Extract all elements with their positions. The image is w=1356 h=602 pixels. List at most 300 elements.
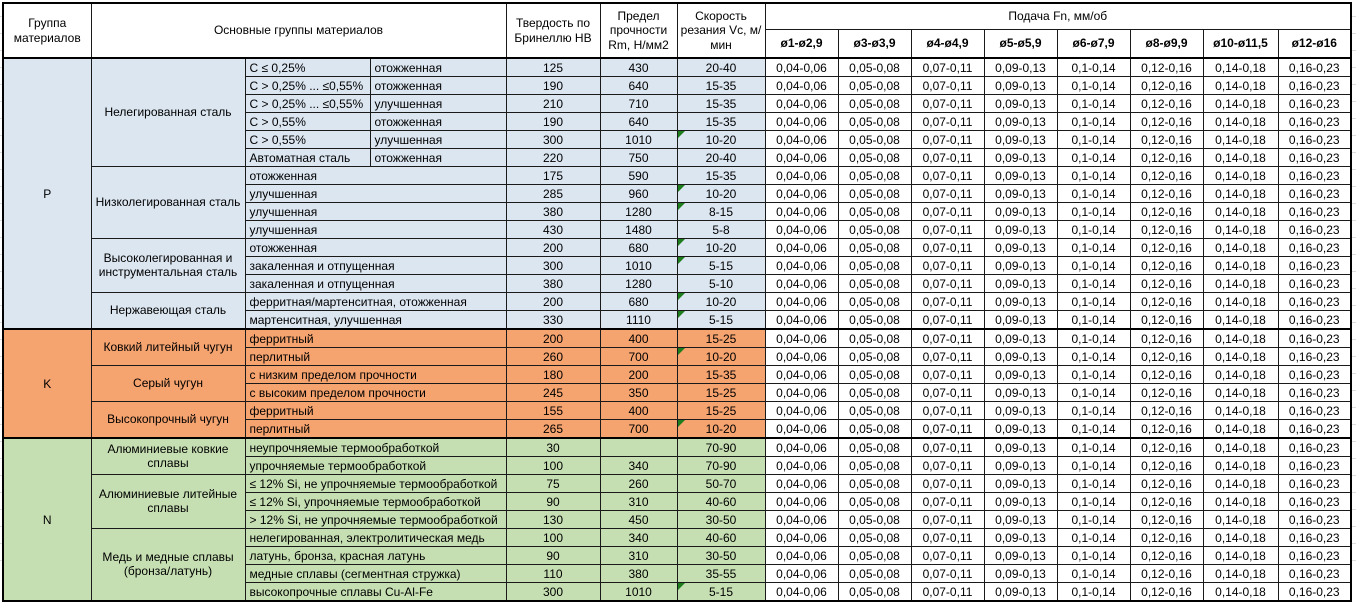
material-state[interactable] — [370, 58, 506, 77]
feed-cell[interactable] — [838, 131, 911, 149]
feed-cell[interactable] — [1278, 583, 1351, 602]
feed-cell[interactable] — [838, 475, 911, 493]
strength-cell[interactable] — [600, 185, 677, 203]
material-subgroup[interactable] — [245, 221, 506, 239]
hardness-cell[interactable] — [506, 348, 600, 366]
material-subgroup[interactable] — [245, 475, 506, 493]
feed-cell[interactable] — [1057, 131, 1130, 149]
feed-cell[interactable] — [1130, 402, 1203, 420]
feed-cell[interactable] — [1057, 275, 1130, 293]
material-subgroup[interactable] — [245, 529, 506, 547]
feed-cell[interactable] — [911, 457, 984, 475]
feed-cell[interactable] — [1203, 493, 1278, 511]
feed-cell[interactable] — [1278, 384, 1351, 402]
material-subgroup[interactable] — [245, 311, 506, 330]
hardness-cell[interactable] — [506, 529, 600, 547]
feed-cell[interactable] — [1057, 475, 1130, 493]
feed-cell[interactable] — [1130, 547, 1203, 565]
feed-cell[interactable] — [1203, 420, 1278, 439]
strength-cell[interactable] — [600, 511, 677, 529]
feed-cell[interactable] — [911, 239, 984, 257]
material-subgroup[interactable] — [245, 402, 506, 420]
material-subgroup[interactable] — [245, 167, 506, 185]
hardness-cell[interactable] — [506, 438, 600, 457]
feed-cell[interactable] — [984, 475, 1057, 493]
feed-cell[interactable] — [1203, 293, 1278, 311]
feed-cell[interactable] — [1278, 113, 1351, 131]
feed-cell[interactable] — [765, 185, 838, 203]
cutting-speed-cell[interactable] — [677, 275, 765, 293]
hardness-cell[interactable] — [506, 511, 600, 529]
feed-cell[interactable] — [1203, 95, 1278, 113]
feed-cell[interactable] — [1203, 58, 1278, 77]
feed-cell[interactable] — [1278, 257, 1351, 275]
hardness-cell[interactable] — [506, 257, 600, 275]
feed-cell[interactable] — [838, 113, 911, 131]
feed-cell[interactable] — [1203, 529, 1278, 547]
feed-cell[interactable] — [911, 221, 984, 239]
feed-cell[interactable] — [838, 583, 911, 602]
hardness-cell[interactable] — [506, 420, 600, 439]
feed-cell[interactable] — [1130, 149, 1203, 167]
feed-cell[interactable] — [765, 493, 838, 511]
feed-cell[interactable] — [1130, 185, 1203, 203]
cutting-speed-cell[interactable] — [677, 565, 765, 583]
hardness-cell[interactable] — [506, 167, 600, 185]
feed-cell[interactable] — [765, 583, 838, 602]
feed-cell[interactable] — [1130, 275, 1203, 293]
cutting-speed-cell[interactable] — [677, 493, 765, 511]
feed-cell[interactable] — [984, 113, 1057, 131]
feed-cell[interactable] — [984, 275, 1057, 293]
cutting-speed-cell[interactable] — [677, 547, 765, 565]
hardness-cell[interactable] — [506, 95, 600, 113]
material-group-name[interactable]: Алюминиевые литейные сплавы — [91, 475, 245, 529]
material-subgroup[interactable] — [245, 565, 506, 583]
feed-cell[interactable] — [911, 185, 984, 203]
feed-cell[interactable] — [765, 293, 838, 311]
feed-cell[interactable] — [1203, 77, 1278, 95]
material-subgroup[interactable] — [245, 329, 506, 348]
feed-cell[interactable] — [911, 438, 984, 457]
feed-cell[interactable] — [911, 547, 984, 565]
strength-cell[interactable] — [600, 239, 677, 257]
feed-cell[interactable] — [1278, 58, 1351, 77]
feed-cell[interactable] — [765, 95, 838, 113]
feed-cell[interactable] — [1203, 511, 1278, 529]
feed-cell[interactable] — [911, 275, 984, 293]
material-state[interactable] — [370, 131, 506, 149]
feed-cell[interactable] — [984, 167, 1057, 185]
cutting-speed-cell[interactable] — [677, 529, 765, 547]
feed-cell[interactable] — [911, 583, 984, 602]
feed-cell[interactable] — [1130, 113, 1203, 131]
feed-cell[interactable] — [1278, 131, 1351, 149]
feed-cell[interactable] — [1057, 529, 1130, 547]
material-subgroup[interactable] — [245, 239, 506, 257]
feed-cell[interactable] — [911, 366, 984, 384]
feed-cell[interactable] — [765, 257, 838, 275]
strength-cell[interactable] — [600, 257, 677, 275]
material-subgroup[interactable] — [245, 149, 370, 167]
feed-cell[interactable] — [1057, 293, 1130, 311]
cutting-speed-cell[interactable] — [677, 239, 765, 257]
feed-cell[interactable] — [1203, 475, 1278, 493]
feed-cell[interactable] — [984, 311, 1057, 330]
feed-cell[interactable] — [911, 203, 984, 221]
material-subgroup[interactable] — [245, 493, 506, 511]
feed-cell[interactable] — [1278, 366, 1351, 384]
material-group-name[interactable]: Высоколегированная и инструментальная сталь — [91, 239, 245, 293]
feed-cell[interactable] — [1130, 493, 1203, 511]
feed-cell[interactable] — [1203, 275, 1278, 293]
feed-cell[interactable] — [838, 529, 911, 547]
material-state[interactable] — [370, 95, 506, 113]
hardness-cell[interactable] — [506, 475, 600, 493]
strength-cell[interactable] — [600, 366, 677, 384]
feed-cell[interactable] — [984, 457, 1057, 475]
material-group-letter[interactable]: N — [3, 438, 91, 601]
feed-cell[interactable] — [1278, 475, 1351, 493]
strength-cell[interactable] — [600, 311, 677, 330]
feed-cell[interactable] — [1203, 565, 1278, 583]
strength-cell[interactable] — [600, 493, 677, 511]
feed-cell[interactable] — [984, 77, 1057, 95]
feed-cell[interactable] — [911, 475, 984, 493]
material-subgroup[interactable] — [245, 547, 506, 565]
header-feed-title[interactable]: Подача Fn, мм/об — [765, 3, 1351, 29]
feed-cell[interactable] — [911, 131, 984, 149]
feed-cell[interactable] — [1130, 420, 1203, 439]
feed-cell[interactable] — [1203, 583, 1278, 602]
feed-cell[interactable] — [1130, 583, 1203, 602]
hardness-cell[interactable] — [506, 149, 600, 167]
strength-cell[interactable] — [600, 149, 677, 167]
feed-cell[interactable] — [1057, 95, 1130, 113]
feed-cell[interactable] — [1130, 565, 1203, 583]
feed-cell[interactable] — [1057, 493, 1130, 511]
feed-cell[interactable] — [984, 384, 1057, 402]
feed-cell[interactable] — [838, 493, 911, 511]
material-group-name[interactable]: Серый чугун — [91, 366, 245, 402]
feed-cell[interactable] — [984, 131, 1057, 149]
feed-cell[interactable] — [1130, 257, 1203, 275]
strength-cell[interactable] — [600, 420, 677, 439]
material-subgroup[interactable] — [245, 257, 506, 275]
cutting-speed-cell[interactable] — [677, 583, 765, 602]
feed-cell[interactable] — [1278, 239, 1351, 257]
feed-cell[interactable] — [911, 420, 984, 439]
feed-cell[interactable] — [984, 58, 1057, 77]
cutting-speed-cell[interactable] — [677, 221, 765, 239]
strength-cell[interactable] — [600, 565, 677, 583]
feed-cell[interactable] — [765, 402, 838, 420]
header-feed-col-5[interactable]: ø6-ø7,9 — [1057, 29, 1130, 58]
feed-cell[interactable] — [1057, 457, 1130, 475]
feed-cell[interactable] — [1130, 311, 1203, 330]
cutting-speed-cell[interactable] — [677, 58, 765, 77]
feed-cell[interactable] — [1057, 511, 1130, 529]
material-subgroup[interactable] — [245, 384, 506, 402]
material-group-name[interactable]: Медь и медные сплавы (бронза/латунь) — [91, 529, 245, 602]
feed-cell[interactable] — [765, 311, 838, 330]
feed-cell[interactable] — [838, 257, 911, 275]
feed-cell[interactable] — [1278, 203, 1351, 221]
feed-cell[interactable] — [984, 420, 1057, 439]
strength-cell[interactable] — [600, 583, 677, 602]
feed-cell[interactable] — [911, 511, 984, 529]
feed-cell[interactable] — [1203, 311, 1278, 330]
feed-cell[interactable] — [1203, 257, 1278, 275]
feed-cell[interactable] — [1278, 311, 1351, 330]
feed-cell[interactable] — [984, 95, 1057, 113]
feed-cell[interactable] — [1278, 77, 1351, 95]
feed-cell[interactable] — [838, 95, 911, 113]
feed-cell[interactable] — [911, 565, 984, 583]
feed-cell[interactable] — [911, 529, 984, 547]
cutting-speed-cell[interactable] — [677, 293, 765, 311]
feed-cell[interactable] — [984, 221, 1057, 239]
hardness-cell[interactable] — [506, 457, 600, 475]
feed-cell[interactable] — [1278, 511, 1351, 529]
feed-cell[interactable] — [984, 257, 1057, 275]
material-subgroup[interactable] — [245, 511, 506, 529]
feed-cell[interactable] — [838, 565, 911, 583]
feed-cell[interactable] — [838, 203, 911, 221]
header-feed-col-1[interactable]: ø1-ø2,9 — [765, 29, 838, 58]
feed-cell[interactable] — [984, 293, 1057, 311]
hardness-cell[interactable] — [506, 565, 600, 583]
feed-cell[interactable] — [1130, 511, 1203, 529]
feed-cell[interactable] — [1130, 457, 1203, 475]
feed-cell[interactable] — [1203, 457, 1278, 475]
feed-cell[interactable] — [1203, 438, 1278, 457]
cutting-speed-cell[interactable] — [677, 167, 765, 185]
feed-cell[interactable] — [984, 149, 1057, 167]
feed-cell[interactable] — [765, 149, 838, 167]
strength-cell[interactable] — [600, 203, 677, 221]
hardness-cell[interactable] — [506, 131, 600, 149]
feed-cell[interactable] — [838, 329, 911, 348]
feed-cell[interactable] — [1278, 167, 1351, 185]
hardness-cell[interactable] — [506, 311, 600, 330]
feed-cell[interactable] — [838, 457, 911, 475]
feed-cell[interactable] — [984, 583, 1057, 602]
feed-cell[interactable] — [1203, 185, 1278, 203]
material-subgroup[interactable] — [245, 438, 506, 457]
feed-cell[interactable] — [1203, 384, 1278, 402]
feed-cell[interactable] — [838, 167, 911, 185]
material-subgroup[interactable] — [245, 185, 506, 203]
feed-cell[interactable] — [1278, 565, 1351, 583]
cutting-speed-cell[interactable] — [677, 475, 765, 493]
material-group-name[interactable]: Нержавеющая сталь — [91, 293, 245, 330]
strength-cell[interactable] — [600, 438, 677, 457]
header-feed-col-2[interactable]: ø3-ø3,9 — [838, 29, 911, 58]
header-feed-col-4[interactable]: ø5-ø5,9 — [984, 29, 1057, 58]
feed-cell[interactable] — [765, 511, 838, 529]
feed-cell[interactable] — [765, 167, 838, 185]
material-group-name[interactable]: Высокопрочный чугун — [91, 402, 245, 439]
feed-cell[interactable] — [984, 547, 1057, 565]
header-feed-col-6[interactable]: ø8-ø9,9 — [1130, 29, 1203, 58]
feed-cell[interactable] — [765, 420, 838, 439]
material-subgroup[interactable] — [245, 366, 506, 384]
feed-cell[interactable] — [1130, 329, 1203, 348]
feed-cell[interactable] — [911, 167, 984, 185]
feed-cell[interactable] — [1278, 149, 1351, 167]
feed-cell[interactable] — [765, 329, 838, 348]
header-material-group[interactable]: Группа материалов — [3, 3, 91, 58]
strength-cell[interactable] — [600, 131, 677, 149]
feed-cell[interactable] — [838, 311, 911, 330]
feed-cell[interactable] — [1203, 149, 1278, 167]
feed-cell[interactable] — [765, 131, 838, 149]
feed-cell[interactable] — [911, 329, 984, 348]
material-state[interactable] — [370, 77, 506, 95]
feed-cell[interactable] — [1203, 203, 1278, 221]
cutting-speed-cell[interactable] — [677, 384, 765, 402]
strength-cell[interactable] — [600, 275, 677, 293]
hardness-cell[interactable] — [506, 203, 600, 221]
feed-cell[interactable] — [911, 348, 984, 366]
feed-cell[interactable] — [1057, 438, 1130, 457]
material-group-letter[interactable]: P — [3, 58, 91, 329]
feed-cell[interactable] — [838, 77, 911, 95]
feed-cell[interactable] — [984, 529, 1057, 547]
feed-cell[interactable] — [1203, 167, 1278, 185]
cutting-speed-cell[interactable] — [677, 457, 765, 475]
feed-cell[interactable] — [765, 384, 838, 402]
feed-cell[interactable] — [1203, 221, 1278, 239]
feed-cell[interactable] — [765, 529, 838, 547]
feed-cell[interactable] — [984, 348, 1057, 366]
feed-cell[interactable] — [911, 95, 984, 113]
feed-cell[interactable] — [1130, 475, 1203, 493]
feed-cell[interactable] — [838, 58, 911, 77]
feed-cell[interactable] — [911, 149, 984, 167]
hardness-cell[interactable] — [506, 547, 600, 565]
material-group-letter[interactable]: K — [3, 329, 91, 438]
cutting-speed-cell[interactable] — [677, 420, 765, 439]
strength-cell[interactable] — [600, 293, 677, 311]
feed-cell[interactable] — [1057, 58, 1130, 77]
feed-cell[interactable] — [1278, 402, 1351, 420]
feed-cell[interactable] — [911, 293, 984, 311]
feed-cell[interactable] — [1203, 329, 1278, 348]
feed-cell[interactable] — [1130, 293, 1203, 311]
feed-cell[interactable] — [911, 493, 984, 511]
hardness-cell[interactable] — [506, 384, 600, 402]
hardness-cell[interactable] — [506, 583, 600, 602]
hardness-cell[interactable] — [506, 329, 600, 348]
material-group-name[interactable]: Нелегированная сталь — [91, 58, 245, 167]
header-speed[interactable]: Скорость резания Vc, м/мин — [677, 3, 765, 58]
strength-cell[interactable] — [600, 475, 677, 493]
feed-cell[interactable] — [838, 366, 911, 384]
feed-cell[interactable] — [1278, 185, 1351, 203]
feed-cell[interactable] — [1130, 167, 1203, 185]
feed-cell[interactable] — [765, 275, 838, 293]
material-subgroup[interactable] — [245, 95, 370, 113]
feed-cell[interactable] — [1057, 167, 1130, 185]
feed-cell[interactable] — [765, 565, 838, 583]
header-main-groups[interactable]: Основные группы материалов — [91, 3, 506, 58]
feed-cell[interactable] — [1057, 185, 1130, 203]
cutting-speed-cell[interactable] — [677, 311, 765, 330]
material-subgroup[interactable] — [245, 583, 506, 602]
feed-cell[interactable] — [1057, 565, 1130, 583]
hardness-cell[interactable] — [506, 58, 600, 77]
cutting-speed-cell[interactable] — [677, 438, 765, 457]
feed-cell[interactable] — [911, 384, 984, 402]
feed-cell[interactable] — [1278, 221, 1351, 239]
feed-cell[interactable] — [838, 420, 911, 439]
feed-cell[interactable] — [838, 384, 911, 402]
feed-cell[interactable] — [1130, 221, 1203, 239]
cutting-speed-cell[interactable] — [677, 95, 765, 113]
feed-cell[interactable] — [984, 438, 1057, 457]
strength-cell[interactable] — [600, 329, 677, 348]
feed-cell[interactable] — [911, 58, 984, 77]
feed-cell[interactable] — [1278, 438, 1351, 457]
material-subgroup[interactable] — [245, 457, 506, 475]
feed-cell[interactable] — [984, 185, 1057, 203]
strength-cell[interactable] — [600, 221, 677, 239]
cutting-speed-cell[interactable] — [677, 113, 765, 131]
feed-cell[interactable] — [1130, 438, 1203, 457]
strength-cell[interactable] — [600, 58, 677, 77]
feed-cell[interactable] — [1057, 348, 1130, 366]
feed-cell[interactable] — [765, 348, 838, 366]
feed-cell[interactable] — [1203, 402, 1278, 420]
feed-cell[interactable] — [1278, 420, 1351, 439]
header-feed-col-7[interactable]: ø10-ø11,5 — [1203, 29, 1278, 58]
feed-cell[interactable] — [765, 239, 838, 257]
strength-cell[interactable] — [600, 529, 677, 547]
feed-cell[interactable] — [1130, 203, 1203, 221]
feed-cell[interactable] — [1057, 547, 1130, 565]
feed-cell[interactable] — [765, 547, 838, 565]
feed-cell[interactable] — [765, 457, 838, 475]
feed-cell[interactable] — [838, 239, 911, 257]
material-state[interactable] — [370, 149, 506, 167]
feed-cell[interactable] — [838, 293, 911, 311]
feed-cell[interactable] — [765, 113, 838, 131]
strength-cell[interactable] — [600, 167, 677, 185]
cutting-speed-cell[interactable] — [677, 329, 765, 348]
feed-cell[interactable] — [1278, 457, 1351, 475]
strength-cell[interactable] — [600, 547, 677, 565]
feed-cell[interactable] — [911, 402, 984, 420]
feed-cell[interactable] — [984, 203, 1057, 221]
feed-cell[interactable] — [838, 348, 911, 366]
cutting-speed-cell[interactable] — [677, 131, 765, 149]
feed-cell[interactable] — [984, 511, 1057, 529]
feed-cell[interactable] — [838, 149, 911, 167]
material-subgroup[interactable] — [245, 58, 370, 77]
feed-cell[interactable] — [1130, 529, 1203, 547]
feed-cell[interactable] — [1278, 547, 1351, 565]
feed-cell[interactable] — [765, 77, 838, 95]
material-group-name[interactable]: Ковкий литейный чугун — [91, 329, 245, 366]
material-subgroup[interactable] — [245, 77, 370, 95]
material-subgroup[interactable] — [245, 203, 506, 221]
feed-cell[interactable] — [911, 311, 984, 330]
feed-cell[interactable] — [1057, 149, 1130, 167]
feed-cell[interactable] — [765, 438, 838, 457]
cutting-speed-cell[interactable] — [677, 149, 765, 167]
